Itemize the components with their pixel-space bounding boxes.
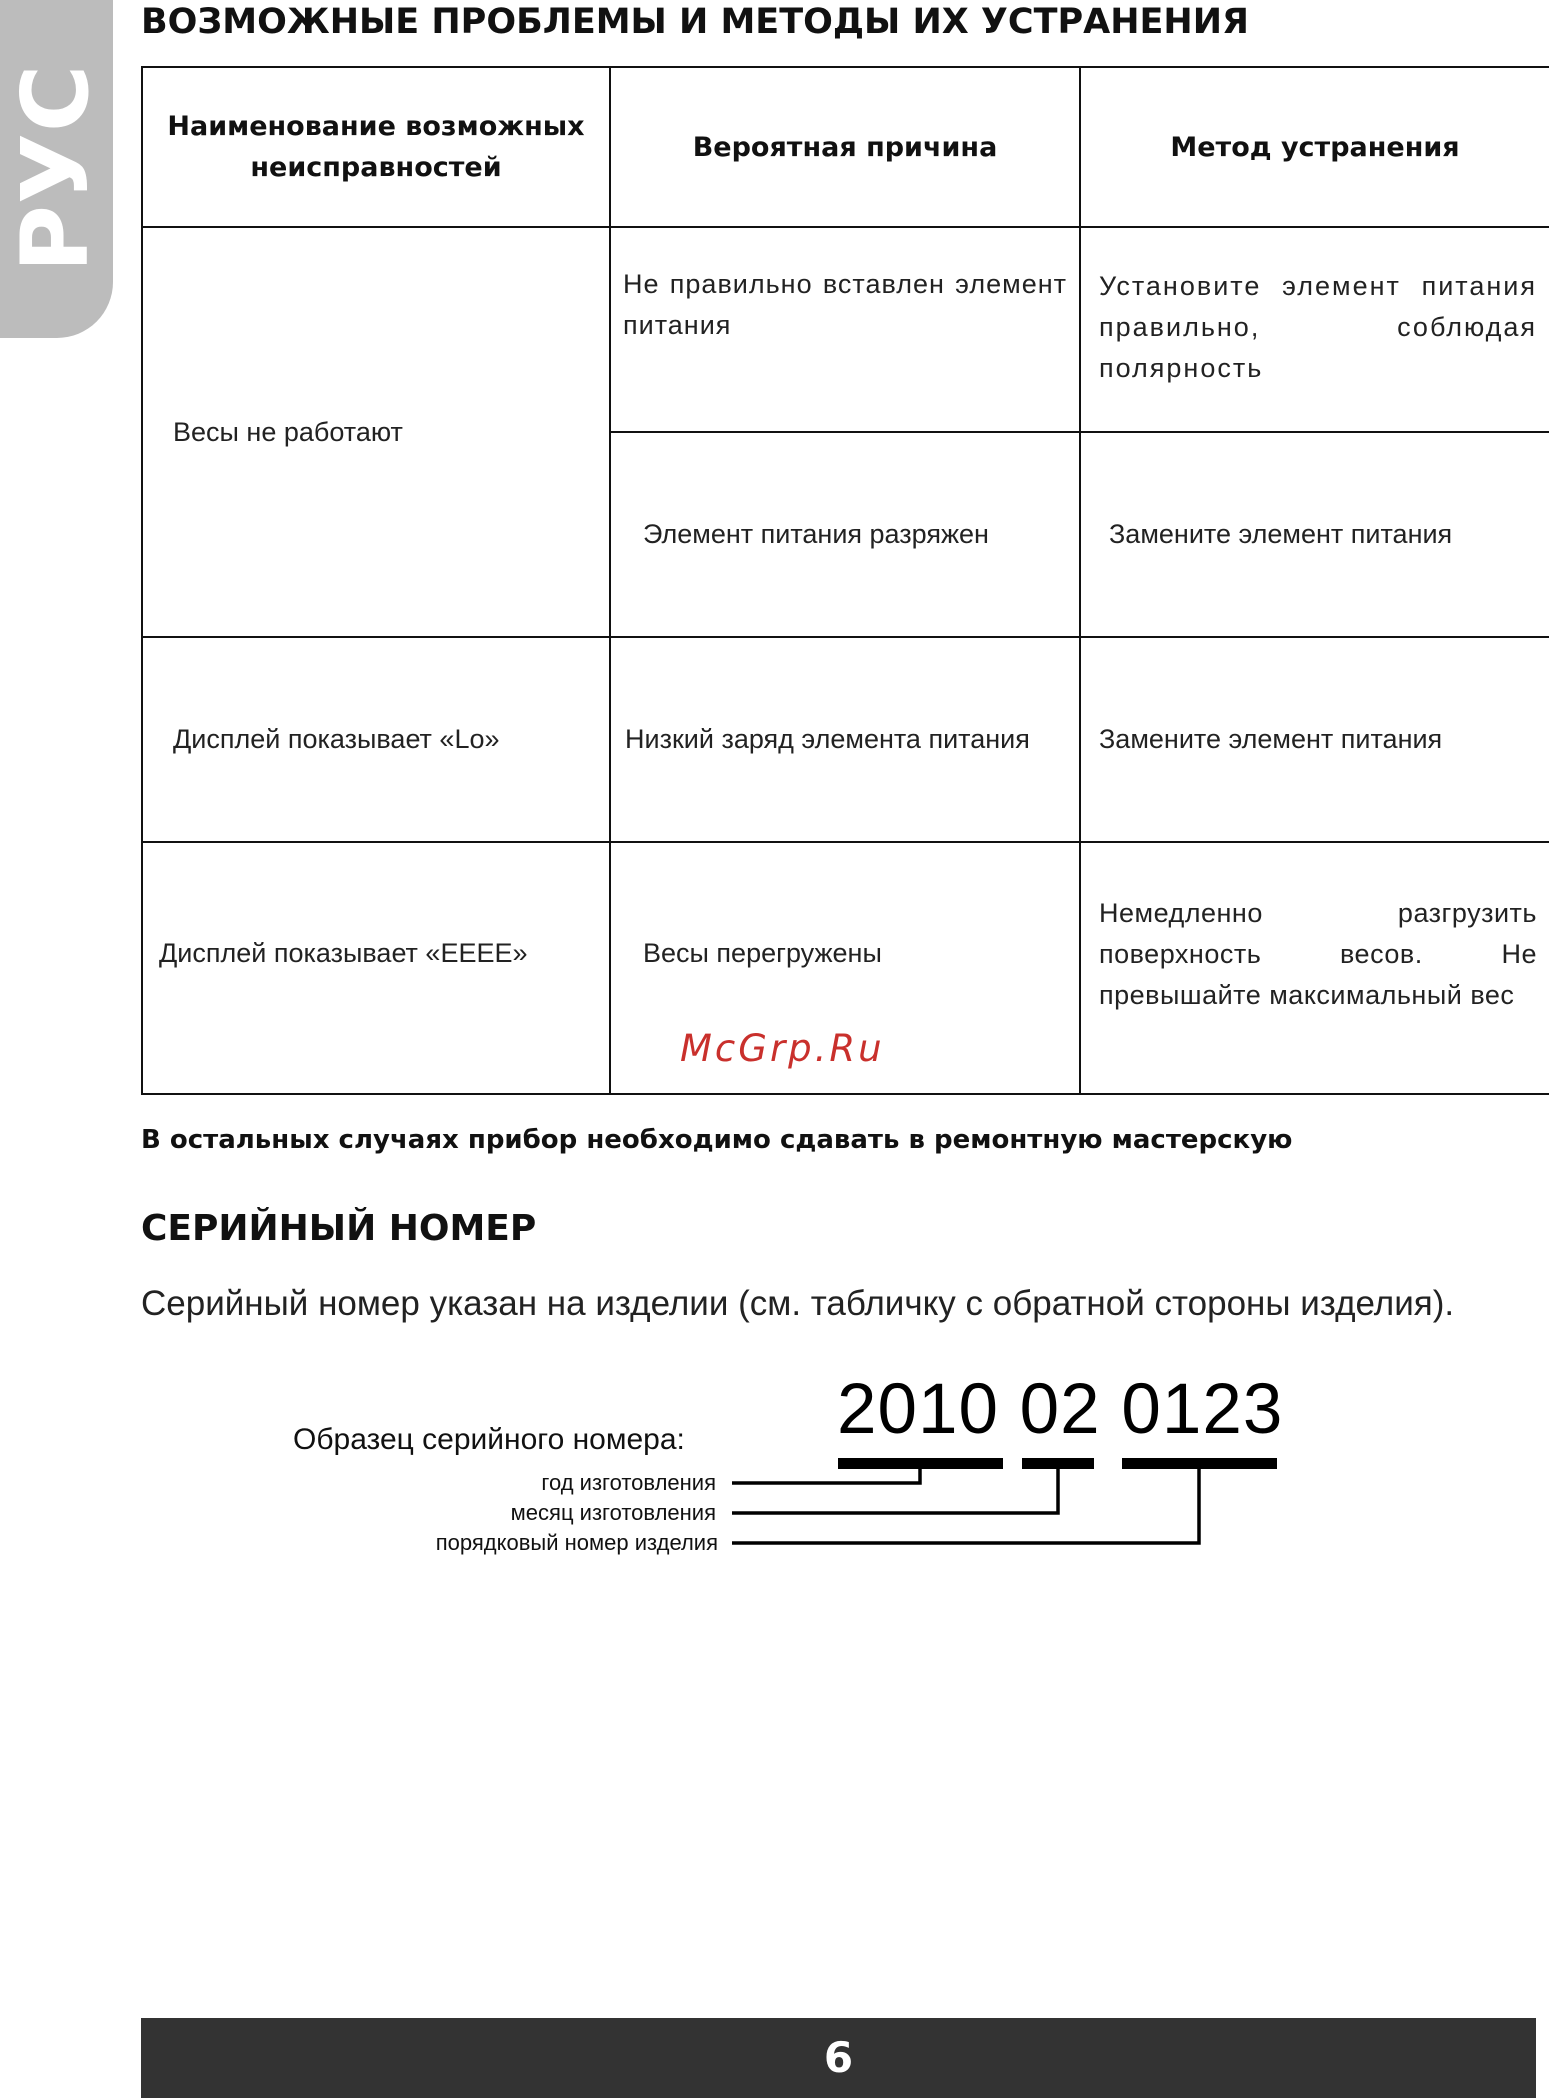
table-header-row bbox=[142, 67, 1549, 227]
header-solution: Метод устранения bbox=[1080, 67, 1549, 227]
month-leader bbox=[732, 1469, 1058, 1513]
table-row bbox=[142, 227, 1549, 432]
order-leader bbox=[732, 1469, 1199, 1543]
year-underline bbox=[838, 1458, 1003, 1469]
language-tab-label: РУС bbox=[2, 63, 109, 273]
solution-cell: Замените элемент питания bbox=[1080, 432, 1549, 637]
cause-cell: Элемент питания разряжен bbox=[610, 432, 1080, 637]
problem-cell: Дисплей показывает «EEEE» bbox=[142, 842, 610, 1094]
serial-caption: Образец серийного номера: bbox=[293, 1423, 685, 1456]
solution-cell: Установите элемент питания правильно, соблюдая полярность bbox=[1080, 227, 1549, 432]
cause-cell: Низкий заряд элемента питания bbox=[610, 637, 1080, 842]
problem-cell: Дисплей показывает «Lo» bbox=[142, 637, 610, 842]
solution-cell: Немедленно разгрузить поверхность весов. Не превышайте максимальный вес bbox=[1080, 842, 1549, 1094]
cause-cell: Не правильно вставлен элемент питания bbox=[610, 227, 1080, 432]
serial-number-diagram bbox=[0, 1370, 1549, 1570]
page-number: 6 bbox=[823, 2033, 854, 2082]
footer-bar bbox=[141, 2018, 1536, 2098]
table-row bbox=[142, 637, 1549, 842]
problem-cell: Весы не работают bbox=[142, 227, 610, 637]
language-tab bbox=[0, 0, 113, 338]
serial-leader-lines bbox=[0, 1370, 1549, 1570]
label-month: месяц изготовления bbox=[510, 1500, 716, 1525]
label-year: год изготовления bbox=[541, 1470, 716, 1495]
serial-description: Серийный номер указан на изделии (см. табличку с обратной стороны изделия). bbox=[141, 1284, 1455, 1323]
serial-title: СЕРИЙНЫЙ НОМЕР bbox=[141, 1208, 537, 1249]
cause-cell: Весы перегружены bbox=[610, 842, 1080, 1094]
service-note: В остальных случаях прибор необходимо сдавать в ремонтную мастерскую bbox=[141, 1125, 1293, 1155]
year-leader bbox=[732, 1469, 920, 1483]
header-cause: Вероятная причина bbox=[610, 67, 1080, 227]
serial-number-sample: 2010 02 0123 bbox=[837, 1370, 1284, 1449]
header-problem: Наименование возможных неисправностей bbox=[142, 67, 610, 227]
label-order: порядковый номер изделия bbox=[435, 1530, 718, 1555]
order-underline bbox=[1122, 1458, 1277, 1469]
troubleshooting-title: ВОЗМОЖНЫЕ ПРОБЛЕМЫ И МЕТОДЫ ИХ УСТРАНЕНИЯ bbox=[141, 2, 1249, 42]
month-underline bbox=[1022, 1458, 1094, 1469]
watermark: McGrp.Ru bbox=[680, 1027, 885, 1070]
troubleshooting-table bbox=[141, 66, 1549, 1095]
solution-cell: Замените элемент питания bbox=[1080, 637, 1549, 842]
